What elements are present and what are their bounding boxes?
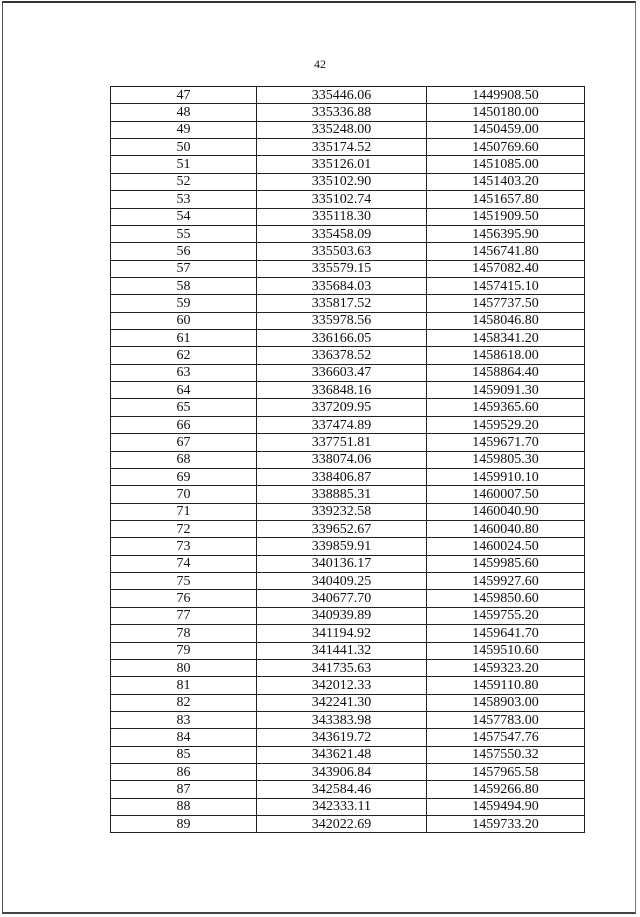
- y-coordinate-cell: 1459755.20: [427, 607, 585, 624]
- y-coordinate-cell: 1459910.10: [427, 468, 585, 485]
- point-number-cell: 57: [111, 260, 257, 277]
- y-coordinate-cell: 1459494.90: [427, 798, 585, 815]
- x-coordinate-cell: 335174.52: [257, 139, 427, 156]
- x-coordinate-cell: 335458.09: [257, 225, 427, 242]
- x-coordinate-cell: 335684.03: [257, 277, 427, 294]
- point-number-cell: 69: [111, 468, 257, 485]
- table-row: [111, 243, 585, 260]
- x-coordinate-cell: 340409.25: [257, 573, 427, 590]
- page-number: 42: [314, 57, 326, 71]
- table-row: [111, 781, 585, 798]
- table-row: [111, 260, 585, 277]
- x-coordinate-cell: 341441.32: [257, 642, 427, 659]
- y-coordinate-cell: 1457965.58: [427, 764, 585, 781]
- point-number-cell: 50: [111, 139, 257, 156]
- point-number-cell: 65: [111, 399, 257, 416]
- table-row: [111, 503, 585, 520]
- y-coordinate-cell: 1459510.60: [427, 642, 585, 659]
- point-number-cell: 60: [111, 312, 257, 329]
- y-coordinate-cell: 1451085.00: [427, 156, 585, 173]
- x-coordinate-cell: 336603.47: [257, 364, 427, 381]
- x-coordinate-cell: 342333.11: [257, 798, 427, 815]
- point-number-cell: 63: [111, 364, 257, 381]
- y-coordinate-cell: 1459641.70: [427, 625, 585, 642]
- point-number-cell: 83: [111, 711, 257, 728]
- table-row: [111, 451, 585, 468]
- point-number-cell: 88: [111, 798, 257, 815]
- table-row: [111, 382, 585, 399]
- table-row: [111, 330, 585, 347]
- y-coordinate-cell: 1450459.00: [427, 121, 585, 138]
- x-coordinate-cell: 339652.67: [257, 520, 427, 537]
- table-row: [111, 434, 585, 451]
- point-number-cell: 81: [111, 677, 257, 694]
- table-row: [111, 538, 585, 555]
- table-row: [111, 225, 585, 242]
- x-coordinate-cell: 335126.01: [257, 156, 427, 173]
- x-coordinate-cell: 341735.63: [257, 659, 427, 676]
- table-row: [111, 764, 585, 781]
- y-coordinate-cell: 1460040.90: [427, 503, 585, 520]
- coordinates-table: [110, 86, 585, 833]
- x-coordinate-cell: 343619.72: [257, 729, 427, 746]
- y-coordinate-cell: 1457783.00: [427, 711, 585, 728]
- x-coordinate-cell: 343383.98: [257, 711, 427, 728]
- y-coordinate-cell: 1459985.60: [427, 555, 585, 572]
- point-number-cell: 75: [111, 573, 257, 590]
- point-number-cell: 87: [111, 781, 257, 798]
- y-coordinate-cell: 1456741.80: [427, 243, 585, 260]
- x-coordinate-cell: 336848.16: [257, 382, 427, 399]
- point-number-cell: 54: [111, 208, 257, 225]
- y-coordinate-cell: 1456395.90: [427, 225, 585, 242]
- table-row: [111, 416, 585, 433]
- point-number-cell: 49: [111, 121, 257, 138]
- y-coordinate-cell: 1459365.60: [427, 399, 585, 416]
- x-coordinate-cell: 335579.15: [257, 260, 427, 277]
- x-coordinate-cell: 335336.88: [257, 104, 427, 121]
- y-coordinate-cell: 1451403.20: [427, 173, 585, 190]
- table-row: [111, 642, 585, 659]
- y-coordinate-cell: 1451657.80: [427, 191, 585, 208]
- y-coordinate-cell: 1457737.50: [427, 295, 585, 312]
- point-number-cell: 79: [111, 642, 257, 659]
- y-coordinate-cell: 1459266.80: [427, 781, 585, 798]
- y-coordinate-cell: 1458341.20: [427, 330, 585, 347]
- point-number-cell: 71: [111, 503, 257, 520]
- table-row: [111, 87, 585, 104]
- x-coordinate-cell: 342241.30: [257, 694, 427, 711]
- y-coordinate-cell: 1449908.50: [427, 87, 585, 104]
- table-row: [111, 347, 585, 364]
- table-row: [111, 590, 585, 607]
- x-coordinate-cell: 335817.52: [257, 295, 427, 312]
- table-row: [111, 520, 585, 537]
- x-coordinate-cell: 337209.95: [257, 399, 427, 416]
- x-coordinate-cell: 343906.84: [257, 764, 427, 781]
- table-row: [111, 277, 585, 294]
- point-number-cell: 74: [111, 555, 257, 572]
- y-coordinate-cell: 1459671.70: [427, 434, 585, 451]
- table-row: [111, 729, 585, 746]
- y-coordinate-cell: 1457547.76: [427, 729, 585, 746]
- point-number-cell: 86: [111, 764, 257, 781]
- table-row: [111, 798, 585, 815]
- y-coordinate-cell: 1458046.80: [427, 312, 585, 329]
- table-row: [111, 139, 585, 156]
- y-coordinate-cell: 1460024.50: [427, 538, 585, 555]
- point-number-cell: 89: [111, 816, 257, 833]
- x-coordinate-cell: 336166.05: [257, 330, 427, 347]
- y-coordinate-cell: 1459091.30: [427, 382, 585, 399]
- x-coordinate-cell: 343621.48: [257, 746, 427, 763]
- table-row: [111, 694, 585, 711]
- x-coordinate-cell: 338406.87: [257, 468, 427, 485]
- y-coordinate-cell: 1451909.50: [427, 208, 585, 225]
- x-coordinate-cell: 339232.58: [257, 503, 427, 520]
- y-coordinate-cell: 1460040.80: [427, 520, 585, 537]
- point-number-cell: 51: [111, 156, 257, 173]
- point-number-cell: 73: [111, 538, 257, 555]
- table-row: [111, 104, 585, 121]
- point-number-cell: 80: [111, 659, 257, 676]
- table-row: [111, 677, 585, 694]
- point-number-cell: 48: [111, 104, 257, 121]
- y-coordinate-cell: 1459805.30: [427, 451, 585, 468]
- table-row: [111, 121, 585, 138]
- table-row: [111, 364, 585, 381]
- x-coordinate-cell: 338074.06: [257, 451, 427, 468]
- table-row: [111, 468, 585, 485]
- y-coordinate-cell: 1459110.80: [427, 677, 585, 694]
- point-number-cell: 77: [111, 607, 257, 624]
- y-coordinate-cell: 1458903.00: [427, 694, 585, 711]
- point-number-cell: 70: [111, 486, 257, 503]
- point-number-cell: 58: [111, 277, 257, 294]
- table-row: [111, 607, 585, 624]
- point-number-cell: 47: [111, 87, 257, 104]
- point-number-cell: 82: [111, 694, 257, 711]
- point-number-cell: 52: [111, 173, 257, 190]
- x-coordinate-cell: 337474.89: [257, 416, 427, 433]
- table-row: [111, 625, 585, 642]
- y-coordinate-cell: 1450769.60: [427, 139, 585, 156]
- y-coordinate-cell: 1459733.20: [427, 816, 585, 833]
- table-row: [111, 208, 585, 225]
- x-coordinate-cell: 335978.56: [257, 312, 427, 329]
- y-coordinate-cell: 1450180.00: [427, 104, 585, 121]
- table-row: [111, 816, 585, 833]
- coordinates-table-body: [111, 87, 585, 833]
- point-number-cell: 67: [111, 434, 257, 451]
- table-row: [111, 555, 585, 572]
- point-number-cell: 56: [111, 243, 257, 260]
- x-coordinate-cell: 342584.46: [257, 781, 427, 798]
- y-coordinate-cell: 1457082.40: [427, 260, 585, 277]
- table-row: [111, 659, 585, 676]
- y-coordinate-cell: 1458864.40: [427, 364, 585, 381]
- table-row: [111, 711, 585, 728]
- table-row: [111, 573, 585, 590]
- x-coordinate-cell: 340677.70: [257, 590, 427, 607]
- x-coordinate-cell: 341194.92: [257, 625, 427, 642]
- y-coordinate-cell: 1458618.00: [427, 347, 585, 364]
- point-number-cell: 64: [111, 382, 257, 399]
- table-row: [111, 156, 585, 173]
- x-coordinate-cell: 338885.31: [257, 486, 427, 503]
- x-coordinate-cell: 335446.06: [257, 87, 427, 104]
- x-coordinate-cell: 335503.63: [257, 243, 427, 260]
- point-number-cell: 62: [111, 347, 257, 364]
- x-coordinate-cell: 335102.74: [257, 191, 427, 208]
- y-coordinate-cell: 1460007.50: [427, 486, 585, 503]
- point-number-cell: 59: [111, 295, 257, 312]
- point-number-cell: 53: [111, 191, 257, 208]
- point-number-cell: 78: [111, 625, 257, 642]
- point-number-cell: 72: [111, 520, 257, 537]
- y-coordinate-cell: 1457415.10: [427, 277, 585, 294]
- x-coordinate-cell: 342012.33: [257, 677, 427, 694]
- y-coordinate-cell: 1459529.20: [427, 416, 585, 433]
- point-number-cell: 85: [111, 746, 257, 763]
- x-coordinate-cell: 342022.69: [257, 816, 427, 833]
- x-coordinate-cell: 339859.91: [257, 538, 427, 555]
- table-row: [111, 295, 585, 312]
- y-coordinate-cell: 1457550.32: [427, 746, 585, 763]
- point-number-cell: 55: [111, 225, 257, 242]
- point-number-cell: 84: [111, 729, 257, 746]
- table-row: [111, 399, 585, 416]
- y-coordinate-cell: 1459927.60: [427, 573, 585, 590]
- x-coordinate-cell: 336378.52: [257, 347, 427, 364]
- x-coordinate-cell: 337751.81: [257, 434, 427, 451]
- x-coordinate-cell: 340939.89: [257, 607, 427, 624]
- point-number-cell: 68: [111, 451, 257, 468]
- table-row: [111, 746, 585, 763]
- x-coordinate-cell: 335102.90: [257, 173, 427, 190]
- table-row: [111, 191, 585, 208]
- x-coordinate-cell: 340136.17: [257, 555, 427, 572]
- y-coordinate-cell: 1459323.20: [427, 659, 585, 676]
- point-number-cell: 61: [111, 330, 257, 347]
- point-number-cell: 66: [111, 416, 257, 433]
- table-row: [111, 312, 585, 329]
- y-coordinate-cell: 1459850.60: [427, 590, 585, 607]
- table-row: [111, 173, 585, 190]
- x-coordinate-cell: 335248.00: [257, 121, 427, 138]
- point-number-cell: 76: [111, 590, 257, 607]
- table-row: [111, 486, 585, 503]
- x-coordinate-cell: 335118.30: [257, 208, 427, 225]
